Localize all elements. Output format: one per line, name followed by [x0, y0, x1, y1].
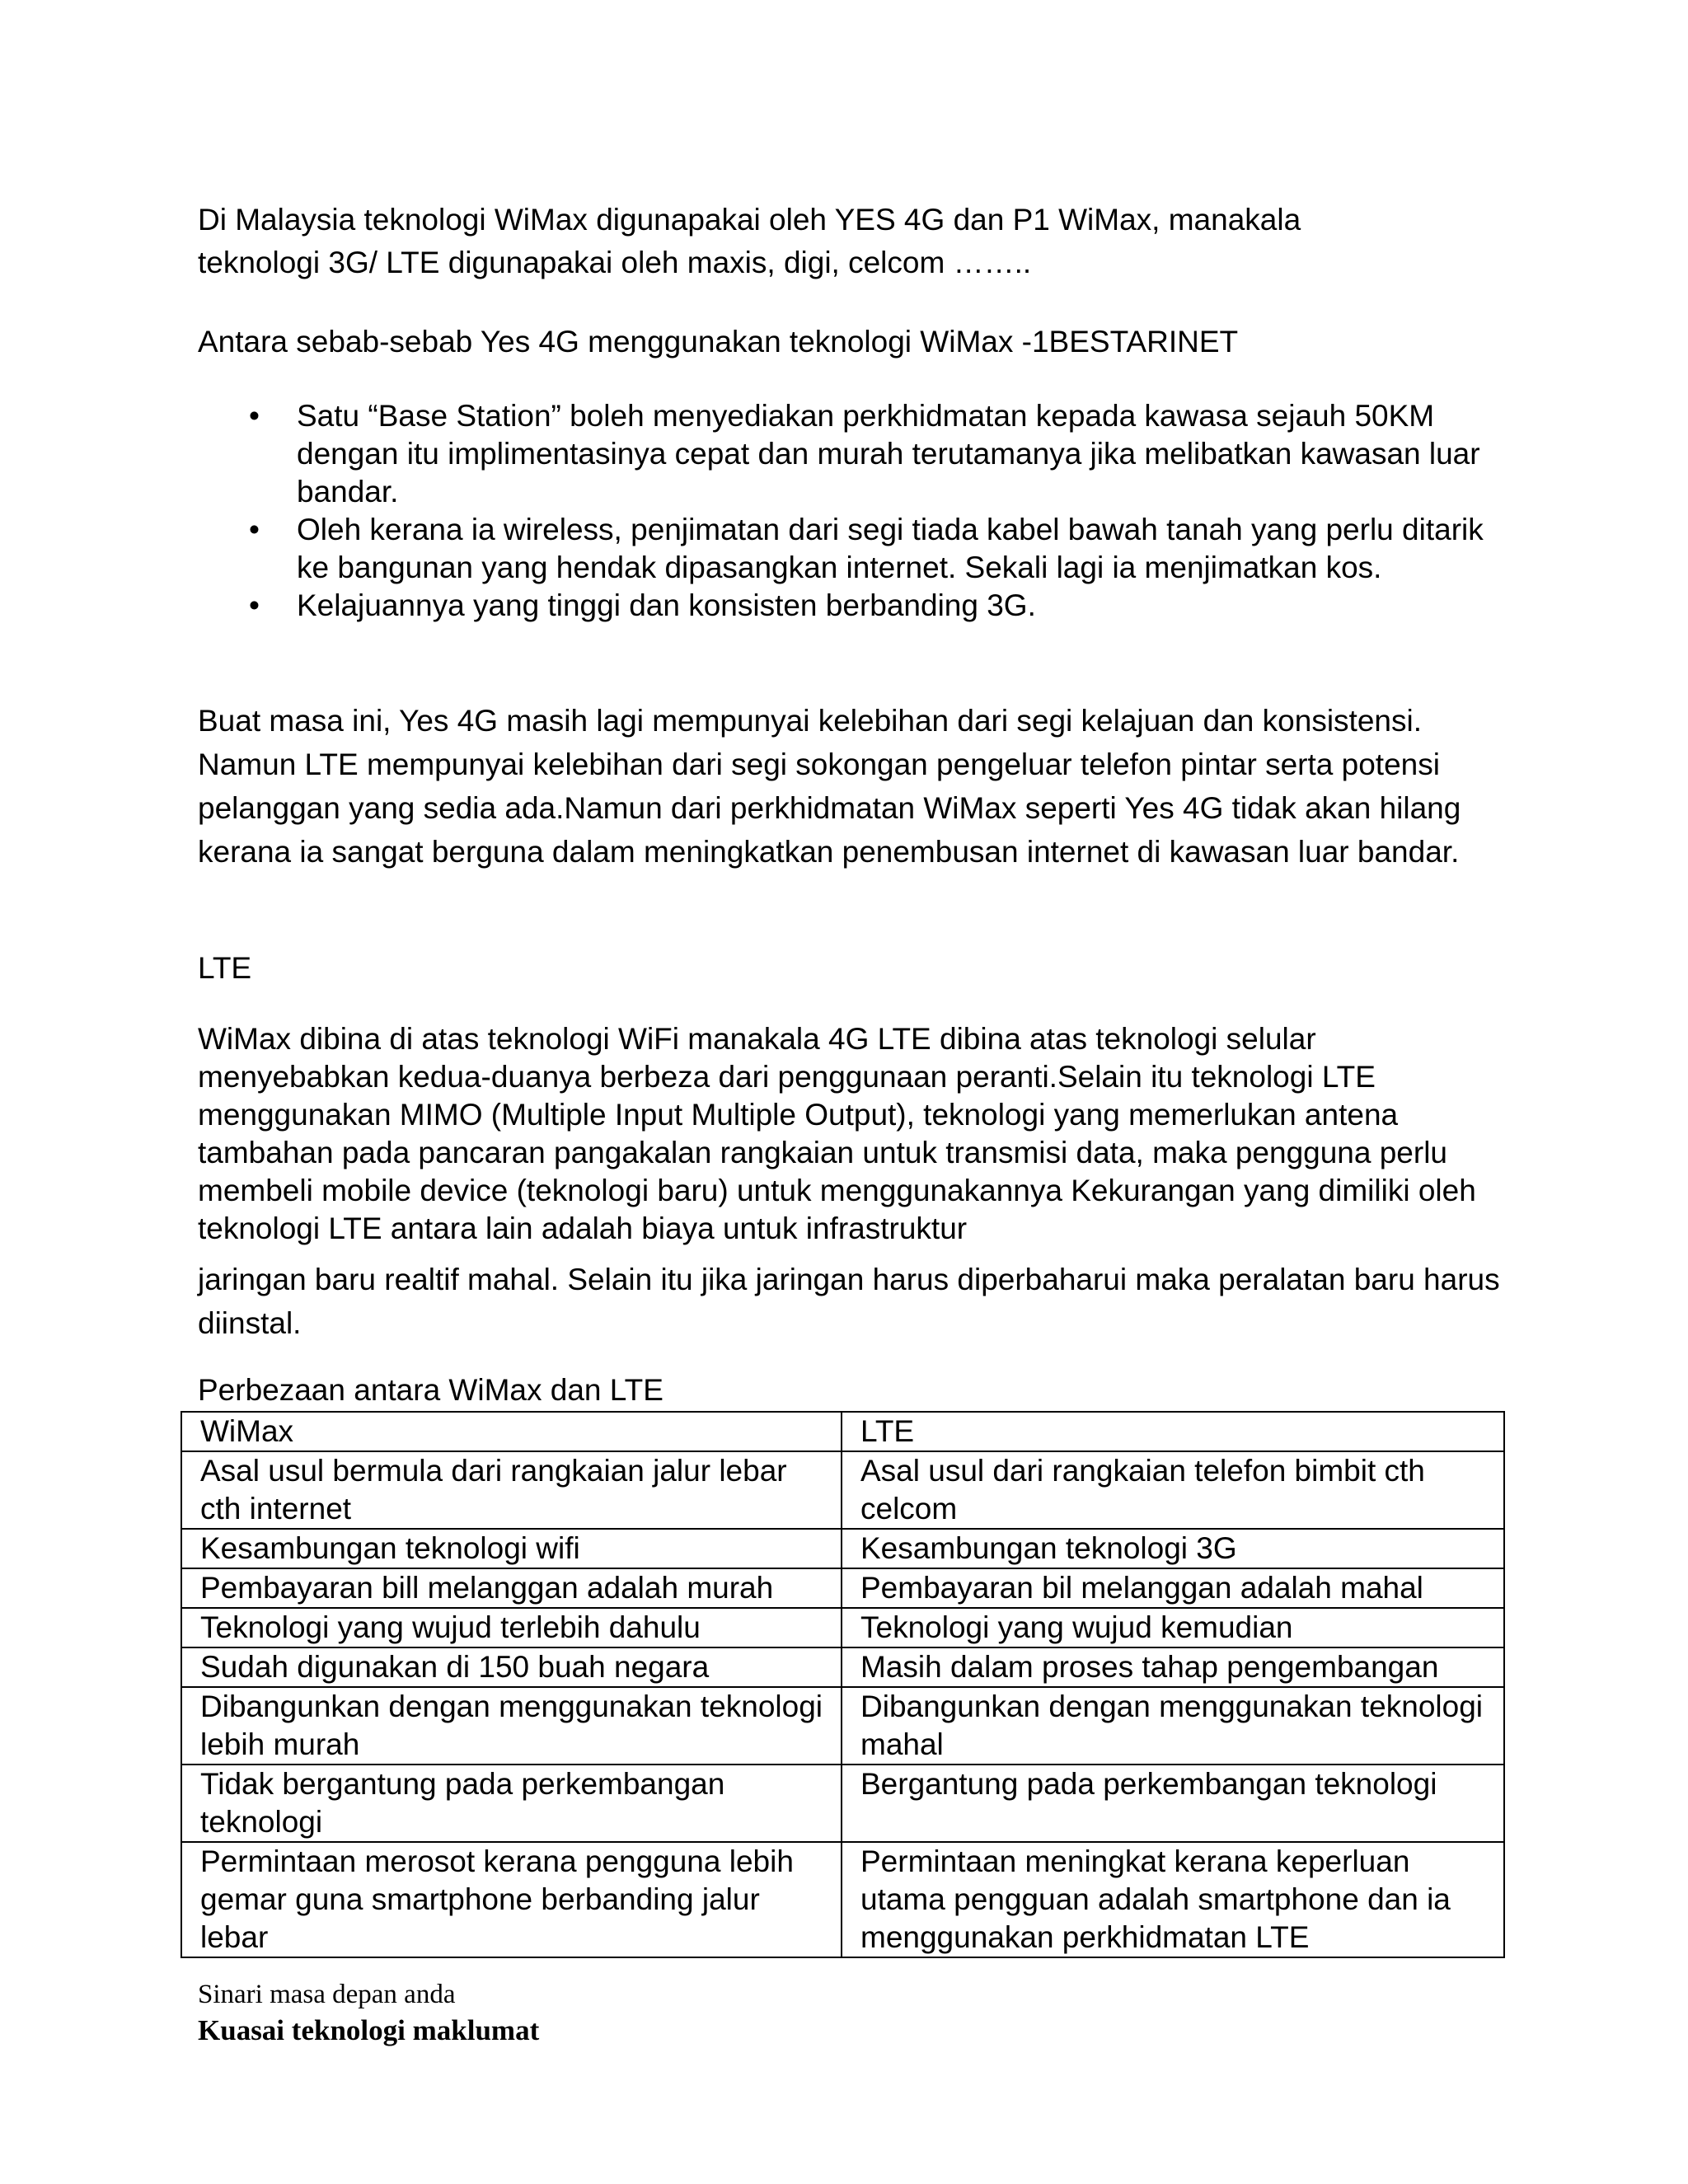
table-header-row [181, 1412, 1504, 1451]
footer-tagline: Sinari masa depan anda [198, 1980, 456, 2009]
comparison-caption: Perbezaan antara WiMax dan LTE [198, 1373, 663, 1407]
list-item [198, 587, 1500, 625]
table-cell: Dibangunkan dengan menggunakan teknologi lebih murah [181, 1687, 842, 1765]
bullet-icon: • [249, 588, 260, 622]
table-cell: Permintaan merosot kerana pengguna lebih gemar guna smartphone berbanding jalur lebar [181, 1842, 842, 1957]
lte-paragraph-1: WiMax dibina di atas teknologi WiFi manakala 4G LTE dibina atas teknologi selular menyebabkan kedua-duanya berbeza dari penggunaan peranti.Selain itu teknologi LTE menggunakan MIMO (Multiple Input Multiple Output), teknologi yang memerlukan antena tambahan pada pancaran pangakalan rangkaian untuk transmisi data, maka pengguna perlu membeli mobile device (teknologi baru) untuk menggunakannya Kekurangan yang dimiliki oleh teknologi LTE antara lain adalah biaya untuk infrastruktur [198, 1022, 1476, 1245]
list-item-text: Satu “Base Station” boleh menyediakan perkhidmatan kepada kawasa sejauh 50KM dengan itu implimentasinya cepat dan murah terutamanya jika melibatkan kawasan luar bandar. [297, 399, 1480, 509]
lte-heading: LTE [198, 951, 252, 985]
table-cell: Pembayaran bil melanggan adalah mahal [842, 1568, 1504, 1608]
table-cell: Kesambungan teknologi wifi [181, 1529, 842, 1568]
header-lte: LTE [842, 1412, 1504, 1451]
list-item-text: Oleh kerana ia wireless, penjimatan dari segi tiada kabel bawah tanah yang perlu ditarik ke bangunan yang hendak dipasangkan internet. Sekali lagi ia menjimatkan kos. [297, 513, 1484, 584]
table-row [181, 1842, 1504, 1957]
intro-line-2: teknologi 3G/ LTE digunapakai oleh maxis, digi, celcom …….. [198, 246, 1032, 279]
list-item [198, 511, 1500, 587]
table-cell: Teknologi yang wujud kemudian [842, 1608, 1504, 1647]
bullet-icon: • [249, 513, 260, 546]
table-cell: Teknologi yang wujud terlebih dahulu [181, 1608, 842, 1647]
table-row [181, 1451, 1504, 1529]
table-row [181, 1765, 1504, 1842]
table-cell: Bergantung pada perkembangan teknologi [842, 1765, 1504, 1842]
current-status-paragraph: Buat masa ini, Yes 4G masih lagi mempunyai kelebihan dari segi kelajuan dan konsistensi. Namun LTE mempunyai kelebihan dari segi sokongan pengeluar telefon pintar serta potensi pelanggan yang sedia ada.Namun dari perkhidmatan WiMax seperti Yes 4G tidak akan hilang kerana ia sangat berguna dalam meningkatkan penembusan internet di kawasan luar bandar. [198, 704, 1461, 869]
reasons-list [198, 397, 1500, 625]
table-cell: Permintaan meningkat kerana keperluan utama pengguan adalah smartphone dan ia menggunakan perkhidmatan LTE [842, 1842, 1504, 1957]
reasons-heading: Antara sebab-sebab Yes 4G menggunakan teknologi WiMax -1BESTARINET [198, 325, 1239, 359]
header-wimax: WiMax [181, 1412, 842, 1451]
table-cell: Kesambungan teknologi 3G [842, 1529, 1504, 1568]
list-item [198, 397, 1500, 511]
table-row [181, 1687, 1504, 1765]
bullet-icon: • [249, 399, 260, 433]
table-cell: Dibangunkan dengan menggunakan teknologi mahal [842, 1687, 1504, 1765]
intro-line-1: Di Malaysia teknologi WiMax digunapakai oleh YES 4G dan P1 WiMax, manakala [198, 203, 1301, 237]
table-cell: Asal usul bermula dari rangkaian jalur lebar cth internet [181, 1451, 842, 1529]
table-cell: Masih dalam proses tahap pengembangan [842, 1647, 1504, 1687]
table-row [181, 1647, 1504, 1687]
table-cell: Sudah digunakan di 150 buah negara [181, 1647, 842, 1687]
table-cell: Tidak bergantung pada perkembangan teknologi [181, 1765, 842, 1842]
lte-paragraph-2: jaringan baru realtif mahal. Selain itu jika jaringan harus diperbaharui maka peralatan baru harus diinstal. [198, 1263, 1500, 1340]
table-row [181, 1529, 1504, 1568]
table-cell: Asal usul dari rangkaian telefon bimbit cth celcom [842, 1451, 1504, 1529]
footer-slogan: Kuasai teknologi maklumat [198, 2014, 540, 2046]
table-row [181, 1608, 1504, 1647]
list-item-text: Kelajuannya yang tinggi dan konsisten berbanding 3G. [297, 588, 1036, 622]
comparison-table [181, 1411, 1505, 1958]
table-row [181, 1568, 1504, 1608]
table-cell: Pembayaran bill melanggan adalah murah [181, 1568, 842, 1608]
